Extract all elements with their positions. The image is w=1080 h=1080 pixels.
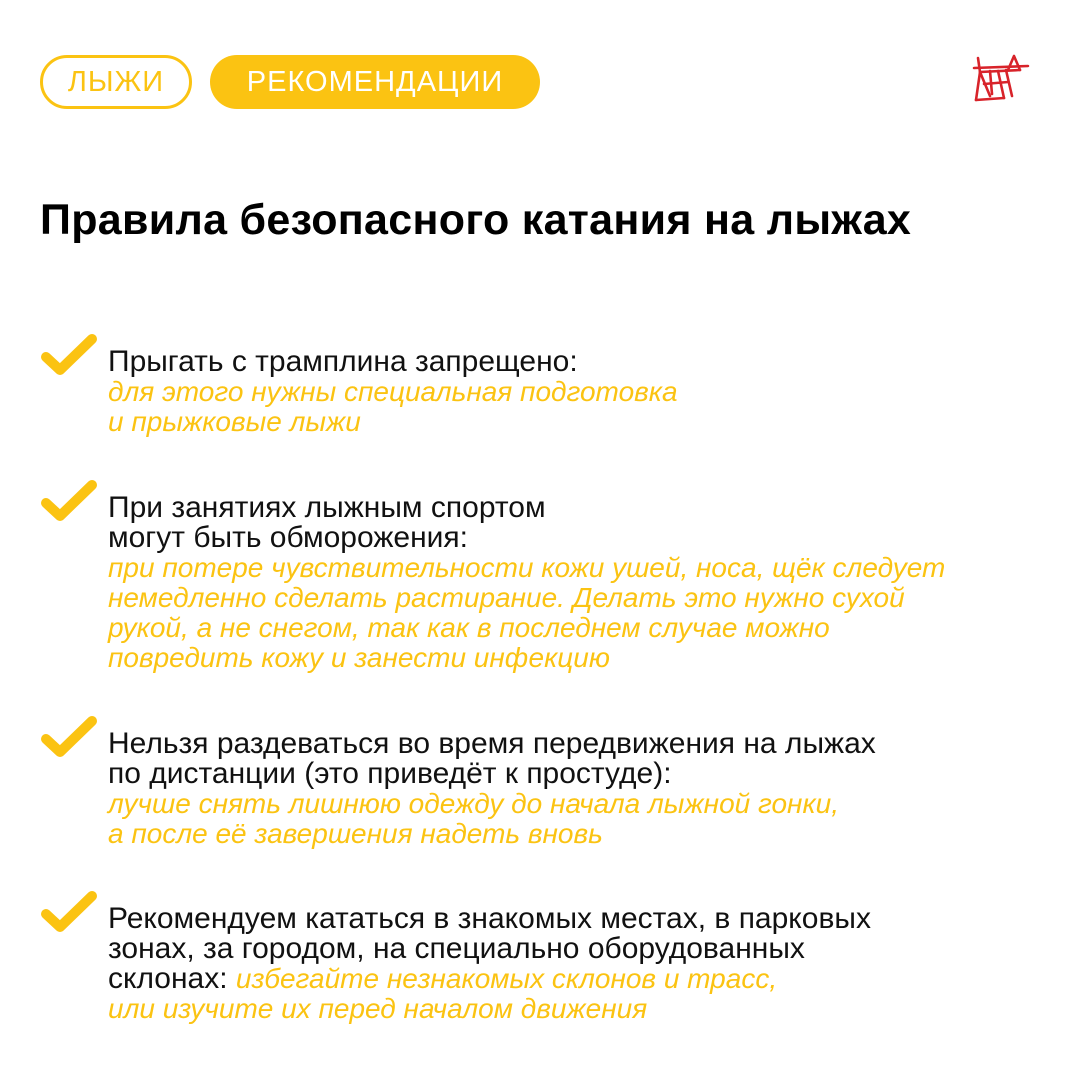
rule-main-line: Нельзя раздеваться во время передвижения на лыжах: [108, 727, 876, 760]
rule-note-line: а после её завершения надеть вновь: [108, 818, 603, 849]
rule-text: [108, 347, 1050, 437]
rule-main-fragment: склонах:: [108, 962, 236, 995]
check-icon: [40, 333, 98, 379]
rule-note: [108, 994, 1050, 1024]
rule-note-fragment: избегайте незнакомых склонов и трасс,: [235, 963, 778, 994]
rule-item-2: [40, 493, 1050, 673]
rule-main-line: могут быть обморожения:: [108, 521, 468, 554]
rule-note: [108, 377, 1050, 437]
tag-category[interactable]: ЛЫЖИ: [40, 55, 192, 109]
rule-note-line: лучше снять лишнюю одежду до начала лыжной гонки,: [108, 788, 840, 819]
red-chair-logo-icon: [968, 50, 1032, 106]
rule-note-line: повредить кожу и занести инфекцию: [108, 642, 610, 673]
check-icon: [40, 890, 98, 936]
rule-note-line: рукой, а не снегом, так как в последнем случае можно: [108, 612, 830, 643]
rule-note: [108, 553, 1050, 673]
rule-text: [108, 493, 1050, 673]
rule-main-line: зонах, за городом, на специально оборудованных: [108, 932, 805, 965]
check-icon: [40, 479, 98, 525]
page-title: Правила безопасного катания на лыжах: [40, 196, 912, 244]
rule-main-line: Прыгать с трамплина запрещено:: [108, 345, 578, 378]
rule-main-line: При занятиях лыжным спортом: [108, 491, 546, 524]
rule-mixed-line: [108, 964, 1050, 994]
rule-item-1: [40, 347, 1050, 437]
rule-item-3: [40, 729, 1050, 849]
check-icon: [40, 715, 98, 761]
rule-note-line: для этого нужны специальная подготовка: [108, 376, 678, 407]
rule-main-line: по дистанции (это приведёт к простуде):: [108, 757, 672, 790]
rule-note-line: при потере чувствительности кожи ушей, носа, щёк следует: [108, 552, 946, 583]
tags-row: [40, 55, 540, 109]
rule-note-line: и прыжковые лыжи: [108, 406, 361, 437]
rule-note-line: или изучите их перед началом движения: [108, 993, 648, 1024]
rule-note-line: немедленно сделать растирание. Делать это нужно сухой: [108, 582, 905, 613]
rule-note: [108, 789, 1050, 849]
rule-main-line: Рекомендуем кататься в знакомых местах, в парковых: [108, 902, 871, 935]
rule-item-4: [40, 904, 1050, 1024]
rule-text: [108, 904, 1050, 1024]
rule-text: [108, 729, 1050, 849]
tag-recommendations[interactable]: РЕКОМЕНДАЦИИ: [210, 55, 540, 109]
